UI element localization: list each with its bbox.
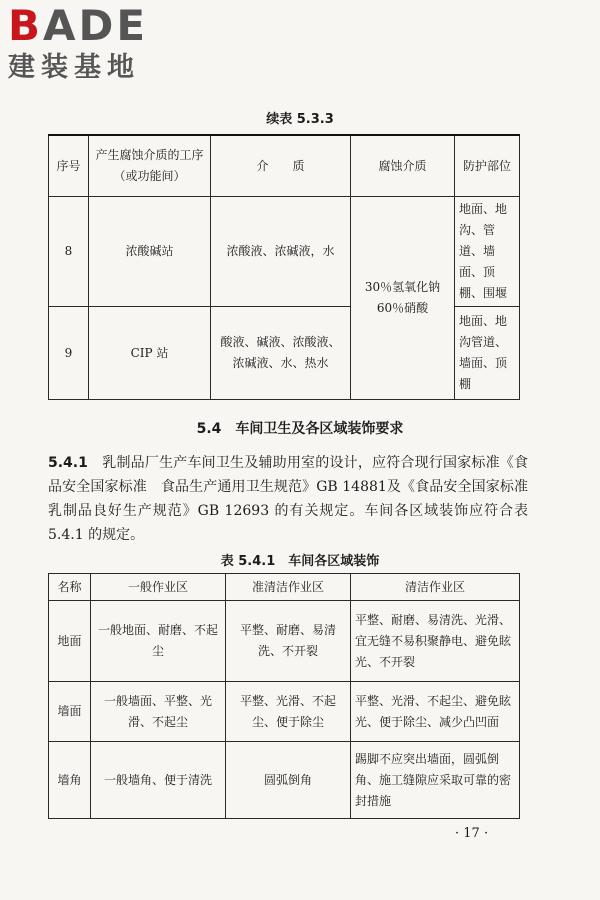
header-medium: 介 质 [211, 135, 351, 197]
header-part: 防护部位 [455, 135, 520, 197]
cell-medium: 酸液、碱液、浓酸液、浓碱液、水、热水 [211, 307, 351, 400]
cell-semi-clean: 圆弧倒角 [226, 742, 351, 819]
cell-general: 一般墙角、便于清洗 [91, 742, 226, 819]
cell-process: 浓酸碱站 [89, 197, 211, 307]
cell-name: 墙角 [49, 742, 91, 819]
cell-clean: 踢脚不应突出墙面，圆弧倒角、施工缝隙应采取可靠的密封措施 [351, 742, 520, 819]
cell-general: 一般地面、耐磨、不起尘 [91, 601, 226, 682]
cell-clean: 平整、光滑、不起尘、避免眩光、便于除尘、减少凸凹面 [351, 682, 520, 742]
header-no: 序号 [49, 135, 89, 197]
table-caption-continued: 续表 5.3.3 [266, 112, 334, 127]
table-caption: 表 5.4.1 车间各区域装饰 [220, 554, 380, 569]
logo-wordmark: BADE [8, 1, 149, 50]
section-title: 5.4 车间卫生及各区域装饰要求 [196, 421, 404, 437]
cell-medium: 浓酸液、浓碱液，水 [211, 197, 351, 307]
cell-name: 墙面 [49, 682, 91, 742]
clause-paragraph: 5.4.1 乳制品厂生产车间卫生及辅助用室的设计，应符合现行国家标准《食品安全国家标准 食品生产通用卫生规范》GB 14881及《食品安全国家标准 乳制品良好生产规范》GB 12693 的有关规定。车间各区域装饰应符合表 5.4.1 的规定。 [48, 455, 542, 543]
cell-semi-clean: 平整、耐磨、易清洗、不开裂 [226, 601, 351, 682]
header-semi-clean: 准清洁作业区 [226, 574, 351, 601]
cell-part: 地面、地沟管道、墙面、顶棚 [455, 307, 520, 400]
table-row [49, 682, 520, 742]
cell-part: 地面、地沟、管道、墙面、顶棚、围堰 [455, 197, 520, 307]
cell-corrosive: 30％氢氧化钠 60％硝酸 [351, 197, 455, 400]
cell-name: 地面 [49, 601, 91, 682]
header-name: 名称 [49, 574, 91, 601]
page-number: · 17 · [455, 826, 489, 841]
header-clean: 清洁作业区 [351, 574, 520, 601]
table-row [49, 601, 520, 682]
cell-clean: 平整、耐磨、易清洗、光滑、宜无缝不易积聚静电、避免眩光、不开裂 [351, 601, 520, 682]
cell-no: 8 [49, 197, 89, 307]
logo-subtitle: 建装基地 [8, 52, 140, 83]
table-header-row [49, 135, 520, 197]
cell-no: 9 [49, 307, 89, 400]
cell-process: CIP 站 [89, 307, 211, 400]
header-general: 一般作业区 [91, 574, 226, 601]
bade-logo [8, 1, 149, 84]
header-corrosive: 腐蚀介质 [351, 135, 455, 197]
corrosion-table [48, 134, 520, 400]
header-process: 产生腐蚀介质的工序（或功能间） [89, 135, 211, 197]
decoration-table [48, 573, 520, 819]
table-row [49, 197, 520, 307]
cell-general: 一般墙面、平整、光滑、不起尘 [91, 682, 226, 742]
table-row [49, 742, 520, 819]
table-header-row [49, 574, 520, 601]
cell-semi-clean: 平整、光滑、不起尘、便于除尘 [226, 682, 351, 742]
